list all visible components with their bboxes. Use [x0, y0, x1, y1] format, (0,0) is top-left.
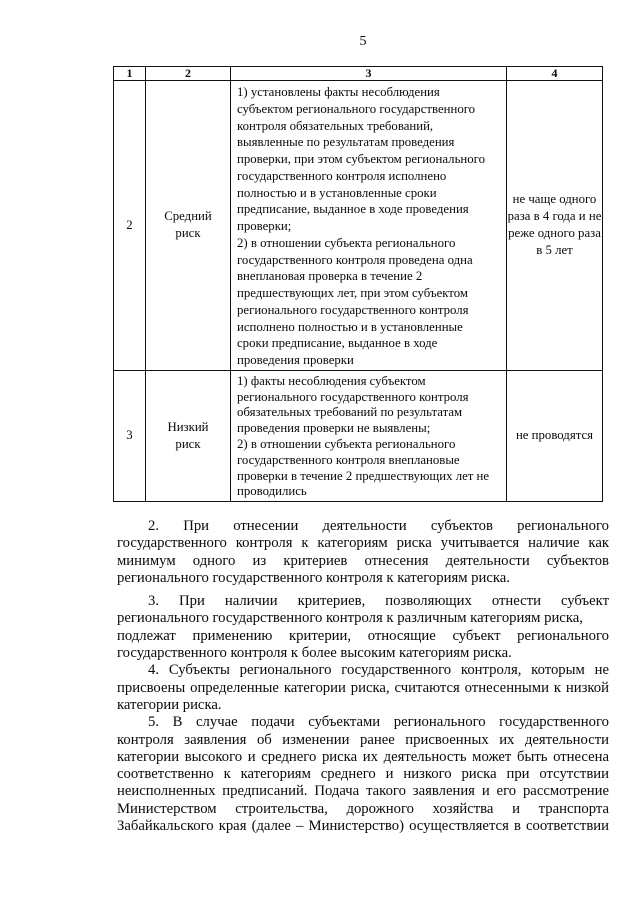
paragraph-line: соответственно к категориям среднего и низкого риска при отсутствии — [117, 766, 609, 783]
criteria-line: выявленные по результатам проведения — [237, 135, 455, 150]
frequency-line: не чаще одного — [512, 192, 597, 207]
criteria-line: 2) в отношении субъекта регионального — [237, 436, 456, 451]
frequency-line: раза в 4 года и не — [507, 209, 602, 224]
paragraph-4 — [117, 662, 609, 714]
criteria-line: государственного контроля исполнено — [237, 168, 447, 183]
risk-category-cell — [146, 81, 231, 371]
criteria-line: 1) установлены факты несоблюдения — [237, 85, 440, 99]
criteria-line: регионального государственного контроля — [237, 389, 469, 404]
criteria-line: государственного контроля внеплановые — [237, 452, 460, 467]
criteria-line: проводились — [237, 484, 307, 499]
table-header-row — [114, 67, 603, 81]
risk-category-line: риск — [175, 436, 201, 451]
body-text — [117, 518, 609, 835]
paragraph-3 — [117, 593, 609, 662]
risk-category-line: Низкий — [167, 419, 209, 434]
paragraph-line: 3. При наличии критериев, позволяющих отнести субъект — [148, 593, 609, 610]
paragraph-line: 4. Субъекты регионального государственного контроля, которым не — [148, 662, 609, 679]
criteria-line: государственного контроля проведена одна — [237, 252, 473, 267]
frequency-line: в 5 лет — [536, 243, 573, 258]
paragraph-line: подлежат применению критерии, относящие субъект регионального — [117, 627, 609, 644]
criteria-line: сроки предписание, выданное в ходе — [237, 336, 438, 351]
risk-category-line: Средний — [164, 209, 212, 224]
paragraph-5 — [117, 714, 609, 835]
criteria-line: проверки, при этом субъектом регионального — [237, 152, 485, 166]
criteria-line: предписание, выданное в ходе проведения — [237, 202, 469, 217]
criteria-line: исполнено полностью и в установленные — [237, 319, 463, 334]
criteria-line: предшествующих лет, при этом субъектом — [237, 286, 468, 300]
column-header-3: 3 — [231, 67, 507, 81]
paragraph-line: Забайкальского края (далее – Министерство) осуществляется в соответствии — [117, 818, 609, 835]
paragraph-line: государственного контроля к категориям риска учитывается наличие как — [117, 535, 609, 552]
row-number-cell: 3 — [114, 370, 146, 501]
table-row-low-risk — [114, 370, 603, 501]
criteria-cell — [231, 370, 507, 501]
column-header-4: 4 — [507, 67, 603, 81]
criteria-line: проверки в течение 2 предшествующих лет не — [237, 468, 490, 483]
paragraph-2 — [117, 518, 609, 587]
criteria-line: регионального государственного контроля — [237, 302, 469, 317]
criteria-line: проведения проверки — [237, 353, 354, 367]
column-header-2: 2 — [146, 67, 231, 81]
criteria-line: проведения проверки не выявлены; — [237, 421, 431, 436]
criteria-line: внеплановая проверка в течение 2 — [237, 269, 423, 284]
risk-category-line: риск — [175, 226, 201, 241]
criteria-line: проверки; — [237, 219, 292, 233]
paragraph-line: государственного контроля к более высоким категориям риска. — [117, 645, 512, 662]
table-head — [114, 67, 603, 81]
criteria-line: субъектом регионального государственного — [237, 101, 476, 116]
criteria-line: контроля обязательных требований, — [237, 118, 434, 133]
inspection-frequency-cell — [507, 81, 603, 371]
column-header-1: 1 — [114, 67, 146, 81]
table-body — [114, 81, 603, 502]
criteria-cell — [231, 81, 507, 371]
paragraph-line: минимум одного из критериев отнесения деятельности субъектов — [117, 552, 609, 569]
paragraph-line: регионального государственного контроля к различным категориям риска, — [117, 610, 583, 627]
frequency-line: не проводятся — [515, 428, 594, 443]
risk-category-table — [113, 66, 603, 502]
paragraph-line: неисполненных предписаний. Подача такого заявления и его рассмотрение — [117, 783, 609, 800]
paragraph-line: категории риска. — [117, 696, 222, 713]
paragraph-line: контроля заявления об изменении ранее присвоенных их деятельности — [117, 731, 609, 748]
paragraph-line: 5. В случае подачи субъектами регионального государственного — [148, 714, 609, 731]
table-row-medium-risk — [114, 81, 603, 371]
criteria-line: полностью и в установленные сроки — [237, 185, 437, 200]
risk-category-cell — [146, 370, 231, 501]
page-number: 5 — [359, 34, 367, 49]
paragraph-line: 2. При отнесении деятельности субъектов регионального — [148, 518, 609, 534]
row-number-cell: 2 — [114, 81, 146, 371]
inspection-frequency-cell — [507, 370, 603, 501]
paragraph-line: регионального государственного контроля к категориям риска. — [117, 569, 510, 586]
criteria-line: 2) в отношении субъекта регионального — [237, 235, 456, 250]
paragraph-line: категории высокого и среднего риска их деятельность может быть отнесена — [117, 748, 609, 765]
paragraph-line: присвоены определенные категории риска, считаются отнесенными к низкой — [117, 679, 609, 696]
paragraph-line: Министерством строительства, дорожного хозяйства и транспорта — [117, 800, 609, 817]
criteria-line: обязательных требований по результатам — [237, 405, 463, 420]
criteria-line: 1) факты несоблюдения субъектом — [237, 373, 426, 388]
frequency-line: реже одного раза — [508, 226, 601, 241]
